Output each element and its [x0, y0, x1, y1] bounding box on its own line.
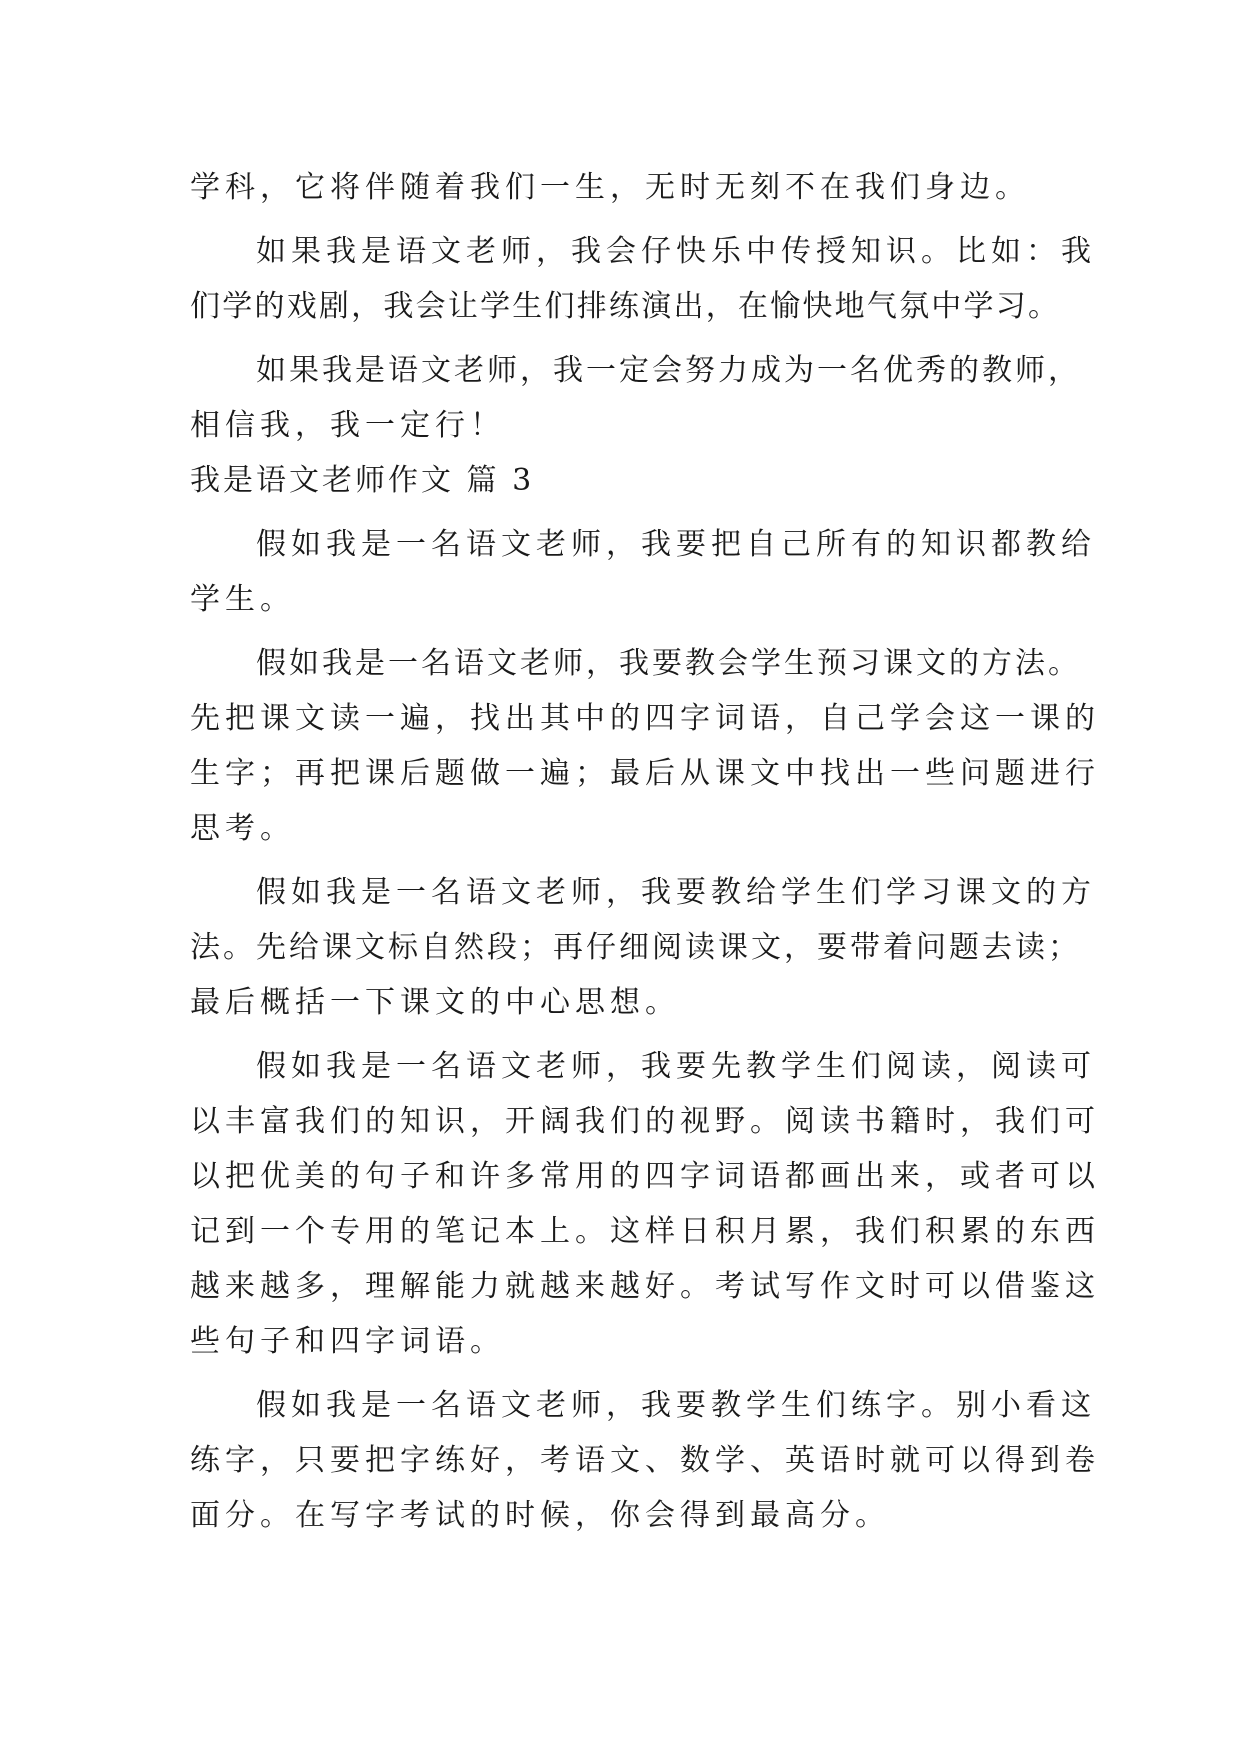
- paragraph: [190, 1378, 1100, 1543]
- text-line: 以把优美的句子和许多常用的四字词语都画出来，或者可以: [190, 1159, 1100, 1194]
- text-line: 生字；再把课后题做一遍；最后从课文中找出一些问题进行: [190, 756, 1100, 791]
- essay-body: [190, 160, 1100, 1543]
- section-title: 我是语文老师作文 篇 3: [190, 463, 535, 498]
- paragraph: [190, 224, 1096, 334]
- text-line: 如果我是语文老师，我一定会努力成为一名优秀的教师，: [256, 353, 1081, 388]
- paragraph: [190, 160, 1060, 215]
- text-line: 先把课文读一遍，找出其中的四字词语，自己学会这一课的: [190, 701, 1100, 736]
- text-line: 学科，它将伴随着我们一生，无时无刻不在我们身边。: [190, 170, 1030, 205]
- paragraph: [190, 517, 1096, 627]
- text-line: 假如我是一名语文老师，我要先教学生们阅读，阅读可: [256, 1049, 1096, 1084]
- text-line: 最后概括一下课文的中心思想。: [190, 985, 680, 1020]
- paragraph: [190, 865, 1096, 1030]
- text-line: 越来越多，理解能力就越来越好。考试写作文时可以借鉴这: [190, 1269, 1100, 1304]
- text-line: 法。先给课文标自然段；再仔细阅读课文，要带着问题去读；: [190, 930, 1081, 965]
- text-line: 假如我是一名语文老师，我要把自己所有的知识都教给: [256, 527, 1096, 562]
- text-line: 假如我是一名语文老师，我要教给学生们学习课文的方: [256, 875, 1096, 910]
- paragraph: [190, 343, 1081, 453]
- text-line: 以丰富我们的知识，开阔我们的视野。阅读书籍时，我们可: [190, 1104, 1100, 1139]
- text-line: 练字，只要把字练好，考语文、数学、英语时就可以得到卷: [190, 1443, 1100, 1478]
- section-heading: [190, 453, 1060, 508]
- text-line: 假如我是一名语文老师，我要教学生们练字。别小看这: [256, 1388, 1096, 1423]
- text-line: 相信我，我一定行！: [190, 408, 505, 443]
- text-line: 些句子和四字词语。: [190, 1324, 505, 1359]
- text-line: 思考。: [190, 811, 295, 846]
- text-line: 们学的戏剧，我会让学生们排练演出，在愉快地气氛中学习。: [190, 289, 1060, 324]
- text-line: 学生。: [190, 582, 295, 617]
- paragraph: [190, 1039, 1100, 1369]
- text-line: 假如我是一名语文老师，我要教会学生预习课文的方法。: [256, 646, 1081, 681]
- text-line: 记到一个专用的笔记本上。这样日积月累，我们积累的东西: [190, 1214, 1100, 1249]
- text-line: 面分。在写字考试的时候，你会得到最高分。: [190, 1498, 890, 1533]
- paragraph: [190, 636, 1100, 856]
- text-line: 如果我是语文老师，我会仔快乐中传授知识。比如：我: [256, 234, 1096, 269]
